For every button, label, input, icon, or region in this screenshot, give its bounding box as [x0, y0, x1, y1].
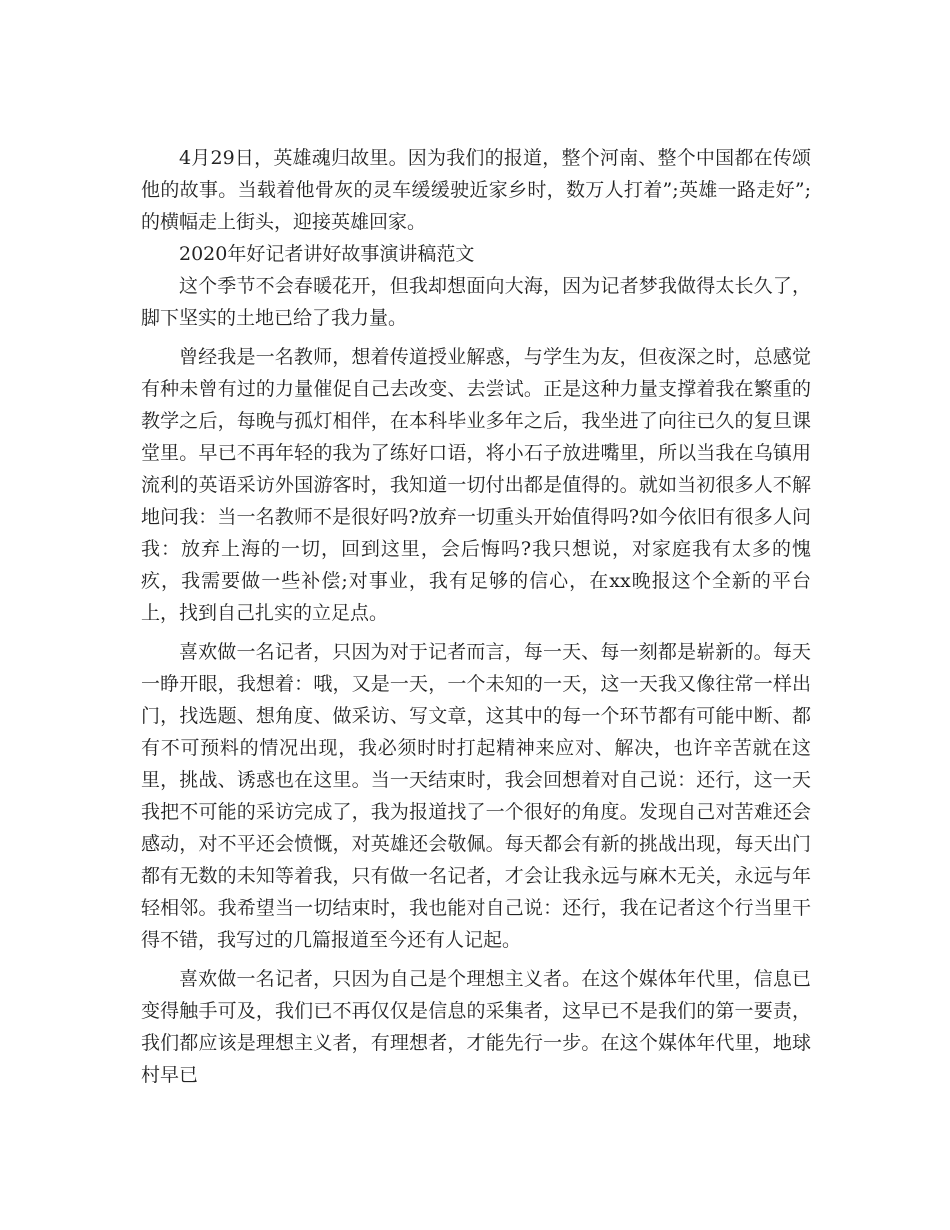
paragraph-intro: 这个季节不会春暖花开，但我却想面向大海，因为记者梦我做得太长久了，脚下坚实的土地已给了我力量。	[141, 275, 811, 329]
paragraph-teacher: 曾经我是一名教师，想着传道授业解惑，与学生为友，但夜深之时，总感觉有种未曾有过的力量催促自己去改变、去尝试。正是这种力量支撑着我在繁重的教学之后，每晚与孤灯相伴，在本科毕业多年之后，我坐进了向往已久的复旦课堂里。早已不再年轻的我为了练好口语，将小石子放进嘴里，所以当我在乌镇用流利的英语采访外国游客时，我知道一切付出都是值得的。就如当初很多人不解地问我：当一名教师不是很好吗?放弃一切重头开始值得吗?如今依旧有很多人问我：放弃上海的一切，回到这里，会后悔吗?我只想说，对家庭我有太多的愧疚，我需要做一些补偿;对事业，我有足够的信心，在xx晚报这个全新的平台上，找到自己扎实的立足点。	[141, 346, 811, 624]
paragraph-hero-return: 4月29日，英雄魂归故里。因为我们的报道，整个河南、整个中国都在传颂他的故事。当载着他骨灰的灵车缓缓驶近家乡时，数万人打着”;英雄一路走好”;的横幅走上街头，迎接英雄回家。	[141, 147, 811, 233]
document-body	[141, 142, 811, 1091]
speech-title: 2020年好记者讲好故事演讲稿范文	[179, 243, 475, 265]
paragraph-why-reporter: 喜欢做一名记者，只因为对于记者而言，每一天、每一刻都是崭新的。每天一睁开眼，我想着：哦，又是一天，一个未知的一天，这一天我又像往常一样出门，找选题、想角度、做采访、写文章，这其中的每一个环节都有可能中断、都有不可预料的情况出现，我必须时时打起精神来应对、解决，也许辛苦就在这里，挑战、诱惑也在这里。当一天结束时，我会回想着对自己说：还行，这一天我把不可能的采访完成了，我为报道找了一个很好的角度。发现自己对苦难还会感动，对不平还会愤慨，对英雄还会敬佩。每天都会有新的挑战出现，每天出门都有无数的未知等着我，只有做一名记者，才会让我永远与麻木无关，永远与年轻相邻。我希望当一切结束时，我也能对自己说：还行，我在记者这个行当里干得不错，我写过的几篇报道至今还有人记起。	[141, 641, 811, 951]
paragraph-idealist: 喜欢做一名记者，只因为自己是个理想主义者。在这个媒体年代里，信息已变得触手可及，我们已不再仅仅是信息的采集者，这早已不是我们的第一要责，我们都应该是理想主义者，有理想者，才能先行一步。在这个媒体年代里，地球村早已	[141, 968, 811, 1086]
